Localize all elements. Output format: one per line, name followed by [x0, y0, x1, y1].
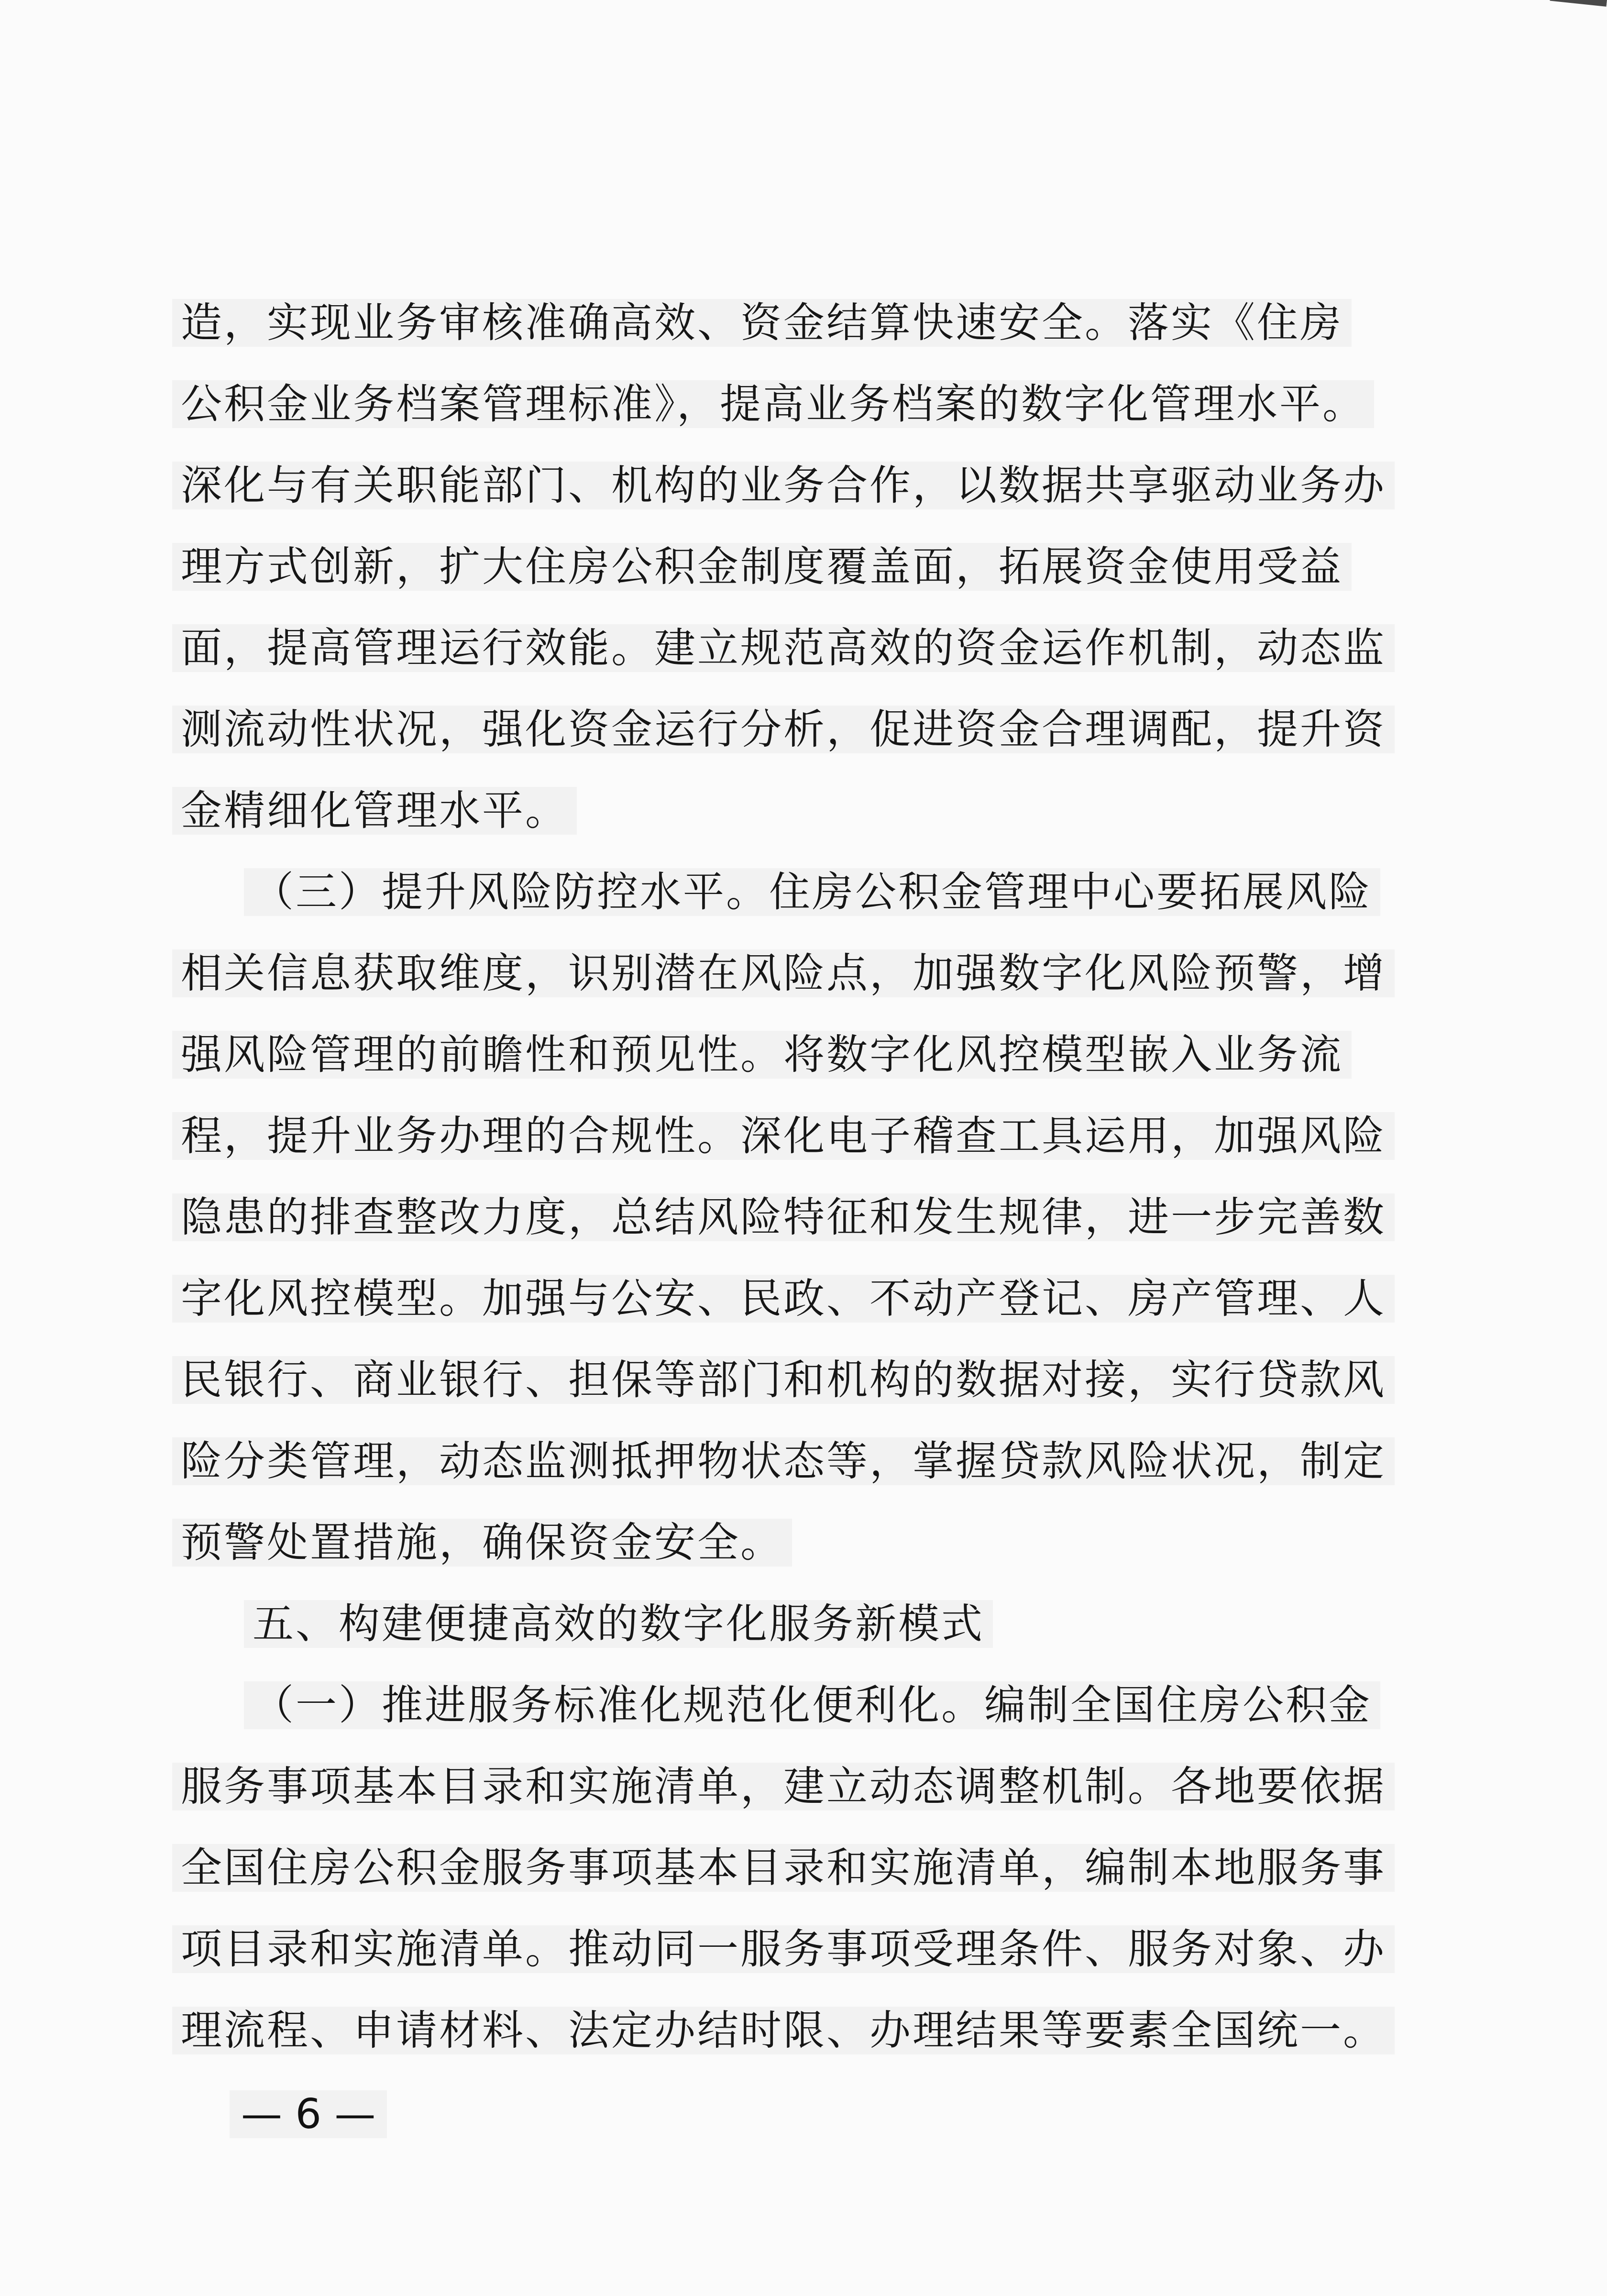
text-line: 面，提高管理运行效能。建立规范高效的资金运作机制，动态监 — [172, 607, 1416, 689]
text-line: 程，提升业务办理的合规性。深化电子稽查工具运用，加强风险 — [172, 1095, 1416, 1177]
text-line: 理方式创新，扩大住房公积金制度覆盖面，拓展资金使用受益 — [172, 526, 1416, 607]
body-text — [172, 282, 1416, 2071]
text-line: 预警处置措施，确保资金安全。 — [172, 1502, 1416, 1583]
text-line: 险分类管理，动态监测抵押物状态等，掌握贷款风险状况，制定 — [172, 1421, 1416, 1502]
text-line: 强风险管理的前瞻性和预见性。将数字化风控模型嵌入业务流 — [172, 1014, 1416, 1095]
text-line: 相关信息获取维度，识别潜在风险点，加强数字化风险预警，增 — [172, 933, 1416, 1014]
section-heading-line: （一）推进服务标准化规范化便利化。编制全国住房公积金 — [172, 1665, 1416, 1746]
page-number: — 6 — — [230, 2090, 387, 2138]
text-line: 公积金业务档案管理标准》，提高业务档案的数字化管理水平。 — [172, 364, 1416, 445]
text-line: 隐患的排查整改力度，总结风险特征和发生规律，进一步完善数 — [172, 1177, 1416, 1258]
text-line: 全国住房公积金服务事项基本目录和实施清单，编制本地服务事 — [172, 1827, 1416, 1909]
section-heading-line: （三）提升风险防控水平。住房公积金管理中心要拓展风险 — [172, 851, 1416, 933]
text-line: 民银行、商业银行、担保等部门和机构的数据对接，实行贷款风 — [172, 1339, 1416, 1421]
text-line: 字化风控模型。加强与公安、民政、不动产登记、房产管理、人 — [172, 1258, 1416, 1339]
text-line: 项目录和实施清单。推动同一服务事项受理条件、服务对象、办 — [172, 1909, 1416, 1990]
chapter-heading-line: 五、构建便捷高效的数字化服务新模式 — [172, 1583, 1416, 1665]
text-line: 服务事项基本目录和实施清单，建立动态调整机制。各地要依据 — [172, 1746, 1416, 1827]
text-line: 深化与有关职能部门、机构的业务合作，以数据共享驱动业务办 — [172, 445, 1416, 526]
text-line: 造，实现业务审核准确高效、资金结算快速安全。落实《住房 — [172, 282, 1416, 364]
text-line: 测流动性状况，强化资金运行分析，促进资金合理调配，提升资 — [172, 689, 1416, 770]
text-line: 金精细化管理水平。 — [172, 770, 1416, 851]
page-corner-mark — [1546, 0, 1607, 35]
text-line: 理流程、申请材料、法定办结时限、办理结果等要素全国统一。 — [172, 1990, 1416, 2071]
